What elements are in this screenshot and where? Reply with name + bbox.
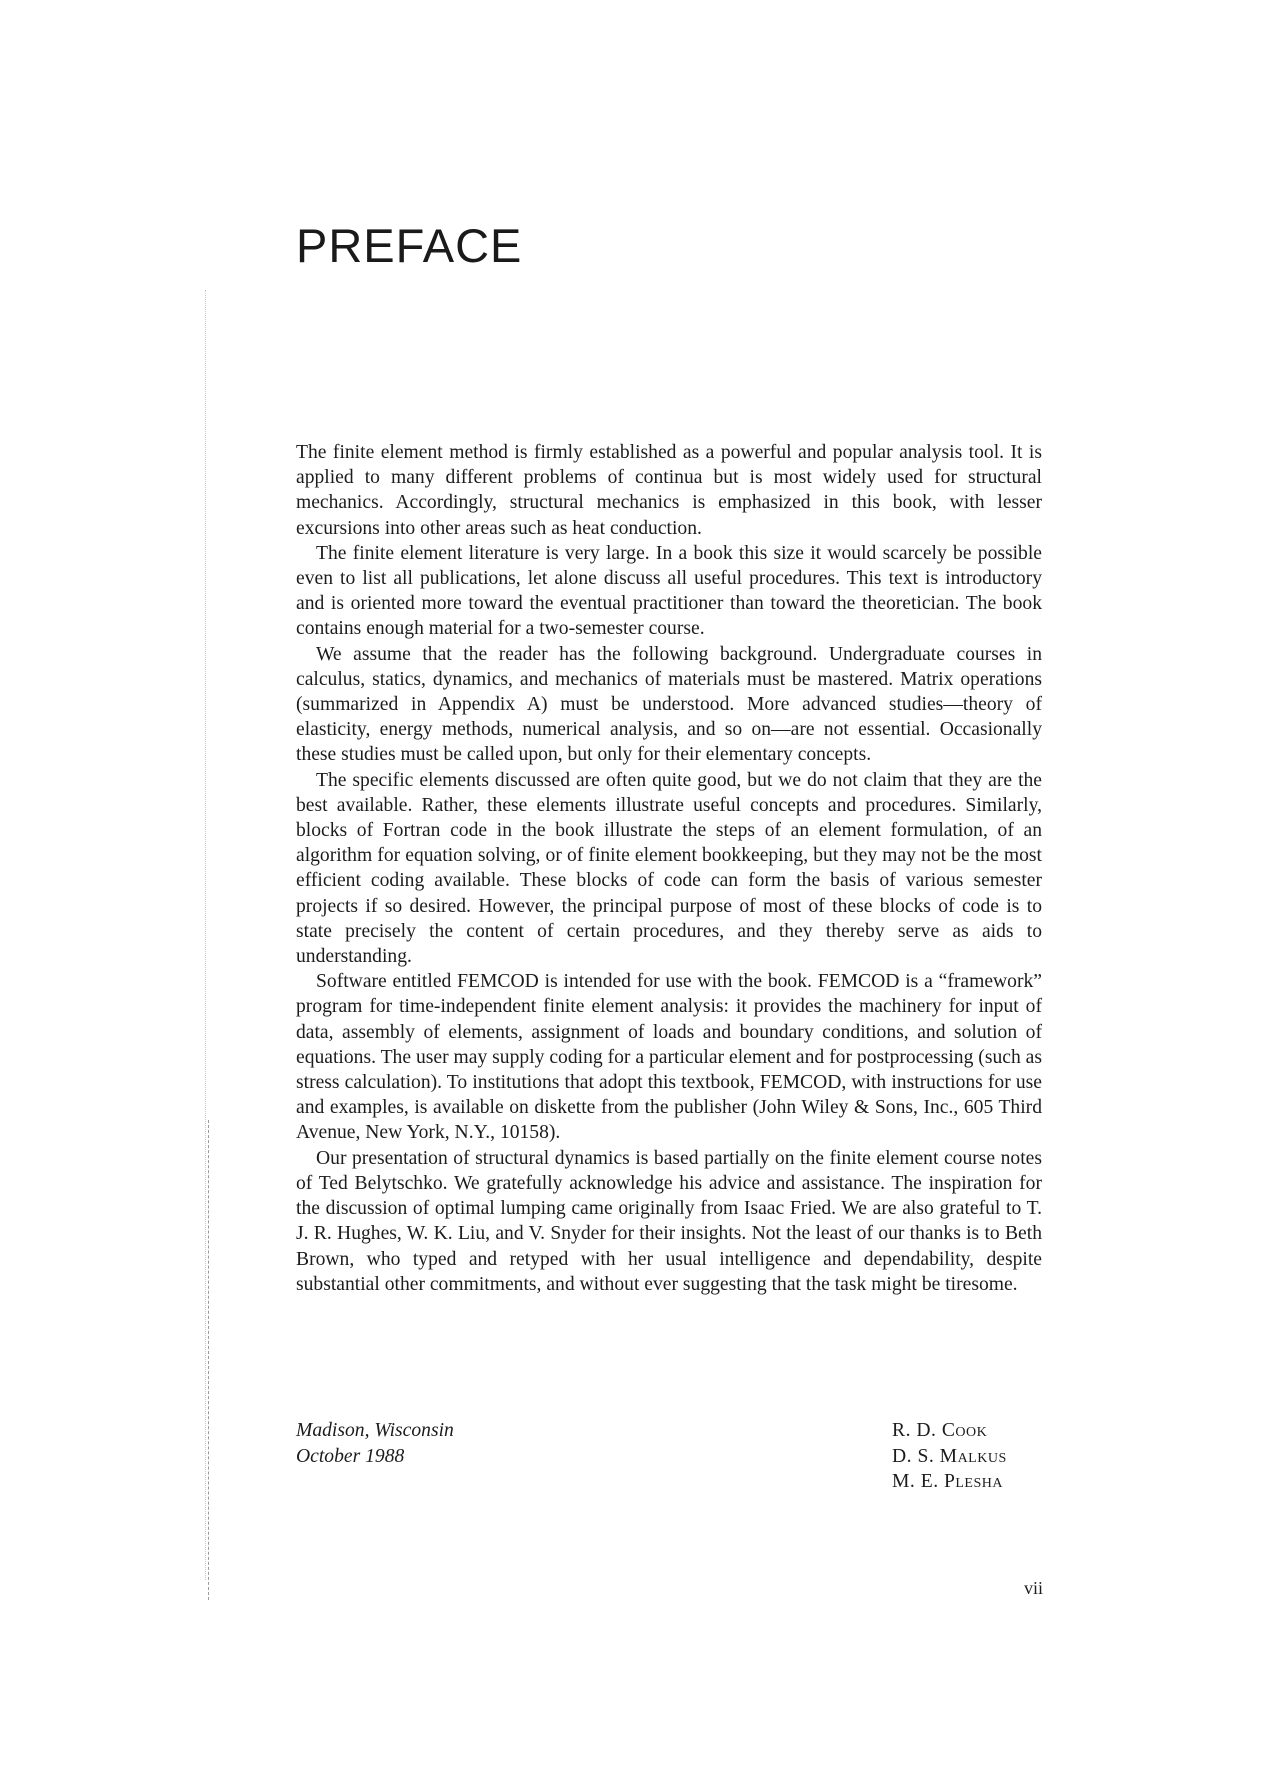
paragraph-2: The finite element literature is very large. In a book this size it would scarcely be possible even to list all publications, let alone discuss all useful procedures. This text is introductory and is oriented more toward the eventual practitioner than toward the theoretician. The book contains enough material for a two-semester course.: [296, 542, 1042, 640]
paragraph-3: We assume that the reader has the following background. Undergraduate courses in calculus, statics, dynamics, and mechanics of materials must be mastered. Matrix operations (summarized in Appendix A) must be understood. More advanced studies—theory of elasticity, energy methods, numerical analysis, and so on—are not essential. Occasionally these studies must be called upon, but only for their elementary concepts.: [296, 643, 1042, 766]
author-name: D. S. Malkus: [892, 1445, 1007, 1467]
paragraph-1: The finite element method is firmly established as a powerful and popular analysis tool. It is applied to many different problems of continua but is most widely used for structural mechanics. Accordingly, structural mechanics is emphasized in this book, with lesser excursions into other areas such as heat conduction.: [296, 442, 1042, 539]
author-name: M. E. Plesha: [892, 1471, 1003, 1492]
author-list: [892, 1418, 1007, 1495]
paragraph-4: The specific elements discussed are often quite good, but we do not claim that they are the best available. Rather, these elements illustrate useful concepts and procedures. Similarly, blocks of Fortran code in the book illustrate the steps of an element formulation, of an algorithm for equation solving, or of finite element bookkeeping, but they may not be the most efficient coding available. These blocks of code can form the basis of various semester projects if so desired. However, the principal purpose of most of these blocks of code is to state precisely the content of certain procedures, and they thereby serve as aids to understanding.: [296, 769, 1042, 968]
scan-gutter-mark-lower: [208, 1120, 211, 1600]
signoff-date: October 1988: [296, 1445, 405, 1467]
page-title: PREFACE: [296, 219, 523, 272]
place-and-date: [296, 1418, 454, 1469]
paragraph-5: Software entitled FEMCOD is intended for use with the book. FEMCOD is a “framework” program for time-independent finite element analysis: it provides the machinery for input of data, assembly of elements, assignment of loads and boundary conditions, and solution of equations. The user may supply coding for a particular element and for postprocessing (such as stress calculation). To institutions that adopt this textbook, FEMCOD, with instructions for use and examples, is available on diskette from the publisher (John Wiley & Sons, Inc., 605 Third Avenue, New York, N.Y., 10158).: [296, 971, 1042, 1144]
signoff-place: Madison, Wisconsin: [296, 1420, 454, 1441]
preface-body: [296, 440, 1042, 1297]
author-name: R. D. Cook: [892, 1420, 988, 1441]
paragraph-6: Our presentation of structural dynamics is based partially on the finite element course notes of Ted Belytschko. We gratefully acknowledge his advice and assistance. The inspiration for the discussion of optimal lumping came originally from Isaac Fried. We are also grateful to T. J. R. Hughes, W. K. Liu, and V. Snyder for their insights. Not the least of our thanks is to Beth Brown, who typed and retyped with her usual intelligence and dependability, despite substantial other commitments, and without ever suggesting that the task might be tiresome.: [296, 1147, 1042, 1295]
page-number: vii: [1024, 1578, 1044, 1598]
